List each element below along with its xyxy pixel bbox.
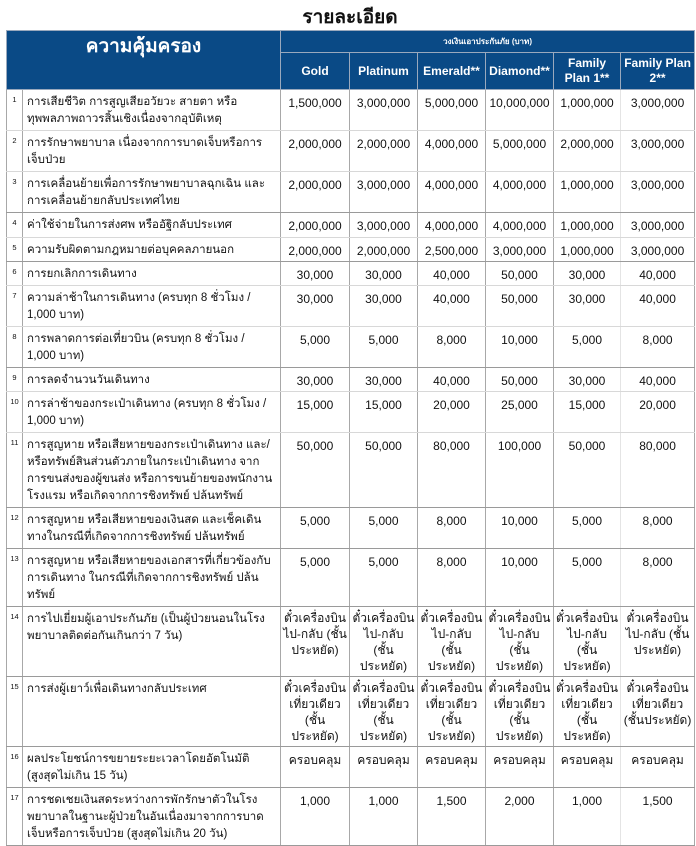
value-platinum: 2,000,000 [350, 131, 418, 172]
value-diamond: 4,000,000 [486, 172, 554, 213]
value-family-plan-1: 1,000,000 [554, 90, 621, 131]
value-family-plan-2: 20,000 [621, 392, 695, 433]
value-gold: 1,500,000 [281, 90, 350, 131]
value-diamond: 10,000 [486, 327, 554, 368]
value-diamond: 50,000 [486, 262, 554, 286]
coverage-description: การเคลื่อนย้ายเพื่อการรักษาพยาบาลฉุกเฉิน และการเคลื่อนย้ายกลับประเทศไทย [23, 172, 281, 213]
value-gold: ตั๋วเครื่องบินเที่ยวเดียว (ชั้นประหยัด) [281, 677, 350, 747]
value-diamond: 2,000 [486, 788, 554, 846]
sum-insured-header: วงเงินเอาประกันภัย (บาท) [281, 31, 695, 53]
value-diamond: ครอบคลุม [486, 747, 554, 788]
value-platinum: 3,000,000 [350, 90, 418, 131]
value-family-plan-1: 2,000,000 [554, 131, 621, 172]
value-emerald: 40,000 [418, 368, 486, 392]
value-platinum: 5,000 [350, 508, 418, 549]
value-family-plan-2: ครอบคลุม [621, 747, 695, 788]
row-number: 6 [7, 262, 23, 286]
coverage-table [6, 30, 695, 846]
coverage-description: การสูญหาย หรือเสียหายของเอกสารที่เกี่ยวข้องกับการเดินทาง ในกรณีที่เกิดจากการชิงทรัพย์ ปล้นทรัพย์ [23, 549, 281, 607]
value-platinum: 1,000 [350, 788, 418, 846]
value-family-plan-2: 3,000,000 [621, 131, 695, 172]
coverage-description: ผลประโยชน์การขยายระยะเวลาโดยอัตโนมัติ (สูงสุดไม่เกิน 15 วัน) [23, 747, 281, 788]
coverage-description: การสูญหาย หรือเสียหายของเงินสด และเช็คเดินทางในกรณีที่เกิดจากการชิงทรัพย์ ปล้นทรัพย์ [23, 508, 281, 549]
value-platinum: 50,000 [350, 433, 418, 508]
value-family-plan-2: 3,000,000 [621, 172, 695, 213]
coverage-description: ค่าใช้จ่ายในการส่งศพ หรืออัฐิกลับประเทศ [23, 213, 281, 238]
value-emerald: ตั๋วเครื่องบินไป-กลับ (ชั้นประหยัด) [418, 607, 486, 677]
value-family-plan-1: 30,000 [554, 368, 621, 392]
plan-header-family-plan-1: Family Plan 1** [554, 53, 621, 90]
value-family-plan-2: 3,000,000 [621, 238, 695, 262]
row-number: 4 [7, 213, 23, 238]
value-emerald: 20,000 [418, 392, 486, 433]
row-number: 2 [7, 131, 23, 172]
row-number: 15 [7, 677, 23, 747]
value-family-plan-2: 8,000 [621, 327, 695, 368]
value-emerald: 4,000,000 [418, 131, 486, 172]
value-gold: 30,000 [281, 286, 350, 327]
coverage-description: การลดจำนวนวันเดินทาง [23, 368, 281, 392]
value-family-plan-2: 40,000 [621, 286, 695, 327]
row-number: 17 [7, 788, 23, 846]
coverage-description: การส่งผู้เยาว์เพื่อเดินทางกลับประเทศ [23, 677, 281, 747]
value-emerald: 8,000 [418, 549, 486, 607]
row-number: 10 [7, 392, 23, 433]
coverage-description: การล่าช้าของกระเป๋าเดินทาง (ครบทุก 8 ชั่วโมง / 1,000 บาท) [23, 392, 281, 433]
value-platinum: 30,000 [350, 262, 418, 286]
plan-header-diamond: Diamond** [486, 53, 554, 90]
value-platinum: 3,000,000 [350, 213, 418, 238]
value-diamond: ตั๋วเครื่องบินไป-กลับ (ชั้นประหยัด) [486, 607, 554, 677]
value-diamond: ตั๋วเครื่องบินเที่ยวเดียว (ชั้นประหยัด) [486, 677, 554, 747]
value-family-plan-1: ตั๋วเครื่องบินเที่ยวเดียว (ชั้นประหยัด) [554, 677, 621, 747]
value-family-plan-1: 1,000,000 [554, 238, 621, 262]
row-number: 5 [7, 238, 23, 262]
value-platinum: 30,000 [350, 286, 418, 327]
row-number: 12 [7, 508, 23, 549]
value-gold: 30,000 [281, 368, 350, 392]
value-diamond: 5,000,000 [486, 131, 554, 172]
table-row [7, 607, 695, 677]
value-diamond: 50,000 [486, 286, 554, 327]
coverage-header: ความคุ้มครอง [7, 31, 281, 90]
value-platinum: 3,000,000 [350, 172, 418, 213]
table-row [7, 677, 695, 747]
value-diamond: 10,000 [486, 549, 554, 607]
value-family-plan-2: ตั๋วเครื่องบินไป-กลับ (ชั้นประหยัด) [621, 607, 695, 677]
value-diamond: 10,000 [486, 508, 554, 549]
value-family-plan-2: 8,000 [621, 508, 695, 549]
row-number: 16 [7, 747, 23, 788]
plan-header-emerald: Emerald** [418, 53, 486, 90]
value-family-plan-1: 1,000,000 [554, 213, 621, 238]
value-platinum: 5,000 [350, 549, 418, 607]
value-family-plan-2: 1,500 [621, 788, 695, 846]
table-row [7, 508, 695, 549]
value-gold: 2,000,000 [281, 238, 350, 262]
value-gold: 5,000 [281, 508, 350, 549]
value-family-plan-1: ครอบคลุม [554, 747, 621, 788]
table-row [7, 788, 695, 846]
value-gold: 2,000,000 [281, 131, 350, 172]
value-family-plan-2: ตั๋วเครื่องบินเที่ยวเดียว (ชั้นประหยัด) [621, 677, 695, 747]
value-gold: 5,000 [281, 327, 350, 368]
table-row [7, 392, 695, 433]
value-gold: ครอบคลุม [281, 747, 350, 788]
table-row [7, 262, 695, 286]
value-family-plan-1: 15,000 [554, 392, 621, 433]
row-number: 13 [7, 549, 23, 607]
value-platinum: 15,000 [350, 392, 418, 433]
value-family-plan-2: 40,000 [621, 368, 695, 392]
value-emerald: 5,000,000 [418, 90, 486, 131]
value-platinum: 30,000 [350, 368, 418, 392]
table-row [7, 433, 695, 508]
row-number: 8 [7, 327, 23, 368]
page-title: รายละเอียด [302, 6, 398, 28]
table-row [7, 238, 695, 262]
value-family-plan-1: 30,000 [554, 286, 621, 327]
table-row [7, 213, 695, 238]
plan-header-gold: Gold [281, 53, 350, 90]
value-family-plan-1: ตั๋วเครื่องบินไป-กลับ (ชั้นประหยัด) [554, 607, 621, 677]
value-emerald: 8,000 [418, 508, 486, 549]
row-number: 1 [7, 90, 23, 131]
row-number: 14 [7, 607, 23, 677]
value-family-plan-2: 8,000 [621, 549, 695, 607]
value-emerald: 1,500 [418, 788, 486, 846]
row-number: 9 [7, 368, 23, 392]
value-diamond: 4,000,000 [486, 213, 554, 238]
value-family-plan-1: 1,000,000 [554, 172, 621, 213]
value-family-plan-2: 80,000 [621, 433, 695, 508]
table-row [7, 327, 695, 368]
value-gold: 15,000 [281, 392, 350, 433]
coverage-description: การไปเยี่ยมผู้เอาประกันภัย (เป็นผู้ป่วยนอนในโรงพยาบาลติดต่อกันเกินกว่า 7 วัน) [23, 607, 281, 677]
table-row [7, 90, 695, 131]
value-family-plan-2: 40,000 [621, 262, 695, 286]
coverage-description: ความรับผิดตามกฎหมายต่อบุคคลภายนอก [23, 238, 281, 262]
table-row [7, 549, 695, 607]
plan-header-family-plan-2: Family Plan 2** [621, 53, 695, 90]
value-gold: 2,000,000 [281, 213, 350, 238]
coverage-description: การสูญหาย หรือเสียหายของกระเป๋าเดินทาง และ/หรือทรัพย์สินส่วนตัวภายในกระเป๋าเดินทาง จากการขนส่งของผู้ขนส่ง หรือการขนย้ายของพนักงานโรงแรม หรือเกิดจากการชิงทรัพย์ ปล้นทรัพย์ [23, 433, 281, 508]
value-gold: ตั๋วเครื่องบินไป-กลับ (ชั้นประหยัด) [281, 607, 350, 677]
value-emerald: ตั๋วเครื่องบินเที่ยวเดียว (ชั้นประหยัด) [418, 677, 486, 747]
table-row [7, 172, 695, 213]
value-emerald: 80,000 [418, 433, 486, 508]
table-row [7, 286, 695, 327]
value-family-plan-1: 30,000 [554, 262, 621, 286]
value-gold: 1,000 [281, 788, 350, 846]
coverage-description: การชดเชยเงินสดระหว่างการพักรักษาตัวในโรงพยาบาลในฐานะผู้ป่วยในอันเนื่องมาจากการบาดเจ็บหรือการเจ็บป่วย (สูงสุดไม่เกิน 20 วัน) [23, 788, 281, 846]
value-family-plan-1: 5,000 [554, 549, 621, 607]
coverage-description: ความล่าช้าในการเดินทาง (ครบทุก 8 ชั่วโมง / 1,000 บาท) [23, 286, 281, 327]
table-row [7, 368, 695, 392]
value-family-plan-1: 5,000 [554, 327, 621, 368]
value-family-plan-1: 50,000 [554, 433, 621, 508]
value-platinum: ตั๋วเครื่องบินเที่ยวเดียว (ชั้นประหยัด) [350, 677, 418, 747]
row-number: 7 [7, 286, 23, 327]
table-row [7, 131, 695, 172]
coverage-description: การพลาดการต่อเที่ยวบิน (ครบทุก 8 ชั่วโมง / 1,000 บาท) [23, 327, 281, 368]
value-emerald: 4,000,000 [418, 172, 486, 213]
value-platinum: 5,000 [350, 327, 418, 368]
value-gold: 50,000 [281, 433, 350, 508]
value-emerald: ครอบคลุม [418, 747, 486, 788]
value-platinum: ครอบคลุม [350, 747, 418, 788]
value-diamond: 10,000,000 [486, 90, 554, 131]
value-family-plan-2: 3,000,000 [621, 90, 695, 131]
value-diamond: 3,000,000 [486, 238, 554, 262]
value-gold: 5,000 [281, 549, 350, 607]
value-diamond: 100,000 [486, 433, 554, 508]
value-emerald: 2,500,000 [418, 238, 486, 262]
value-emerald: 40,000 [418, 286, 486, 327]
row-number: 11 [7, 433, 23, 508]
value-platinum: ตั๋วเครื่องบินไป-กลับ (ชั้นประหยัด) [350, 607, 418, 677]
value-gold: 2,000,000 [281, 172, 350, 213]
value-emerald: 40,000 [418, 262, 486, 286]
value-diamond: 25,000 [486, 392, 554, 433]
value-family-plan-1: 5,000 [554, 508, 621, 549]
coverage-description: การรักษาพยาบาล เนื่องจากการบาดเจ็บหรือการเจ็บป่วย [23, 131, 281, 172]
value-emerald: 4,000,000 [418, 213, 486, 238]
plan-header-platinum: Platinum [350, 53, 418, 90]
value-family-plan-1: 1,000 [554, 788, 621, 846]
row-number: 3 [7, 172, 23, 213]
table-row [7, 747, 695, 788]
value-diamond: 50,000 [486, 368, 554, 392]
coverage-description: การเสียชีวิต การสูญเสียอวัยวะ สายตา หรือทุพพลภาพถาวรสิ้นเชิงเนื่องจากอุบัติเหตุ [23, 90, 281, 131]
value-emerald: 8,000 [418, 327, 486, 368]
value-gold: 30,000 [281, 262, 350, 286]
value-family-plan-2: 3,000,000 [621, 213, 695, 238]
coverage-description: การยกเลิกการเดินทาง [23, 262, 281, 286]
value-platinum: 2,000,000 [350, 238, 418, 262]
